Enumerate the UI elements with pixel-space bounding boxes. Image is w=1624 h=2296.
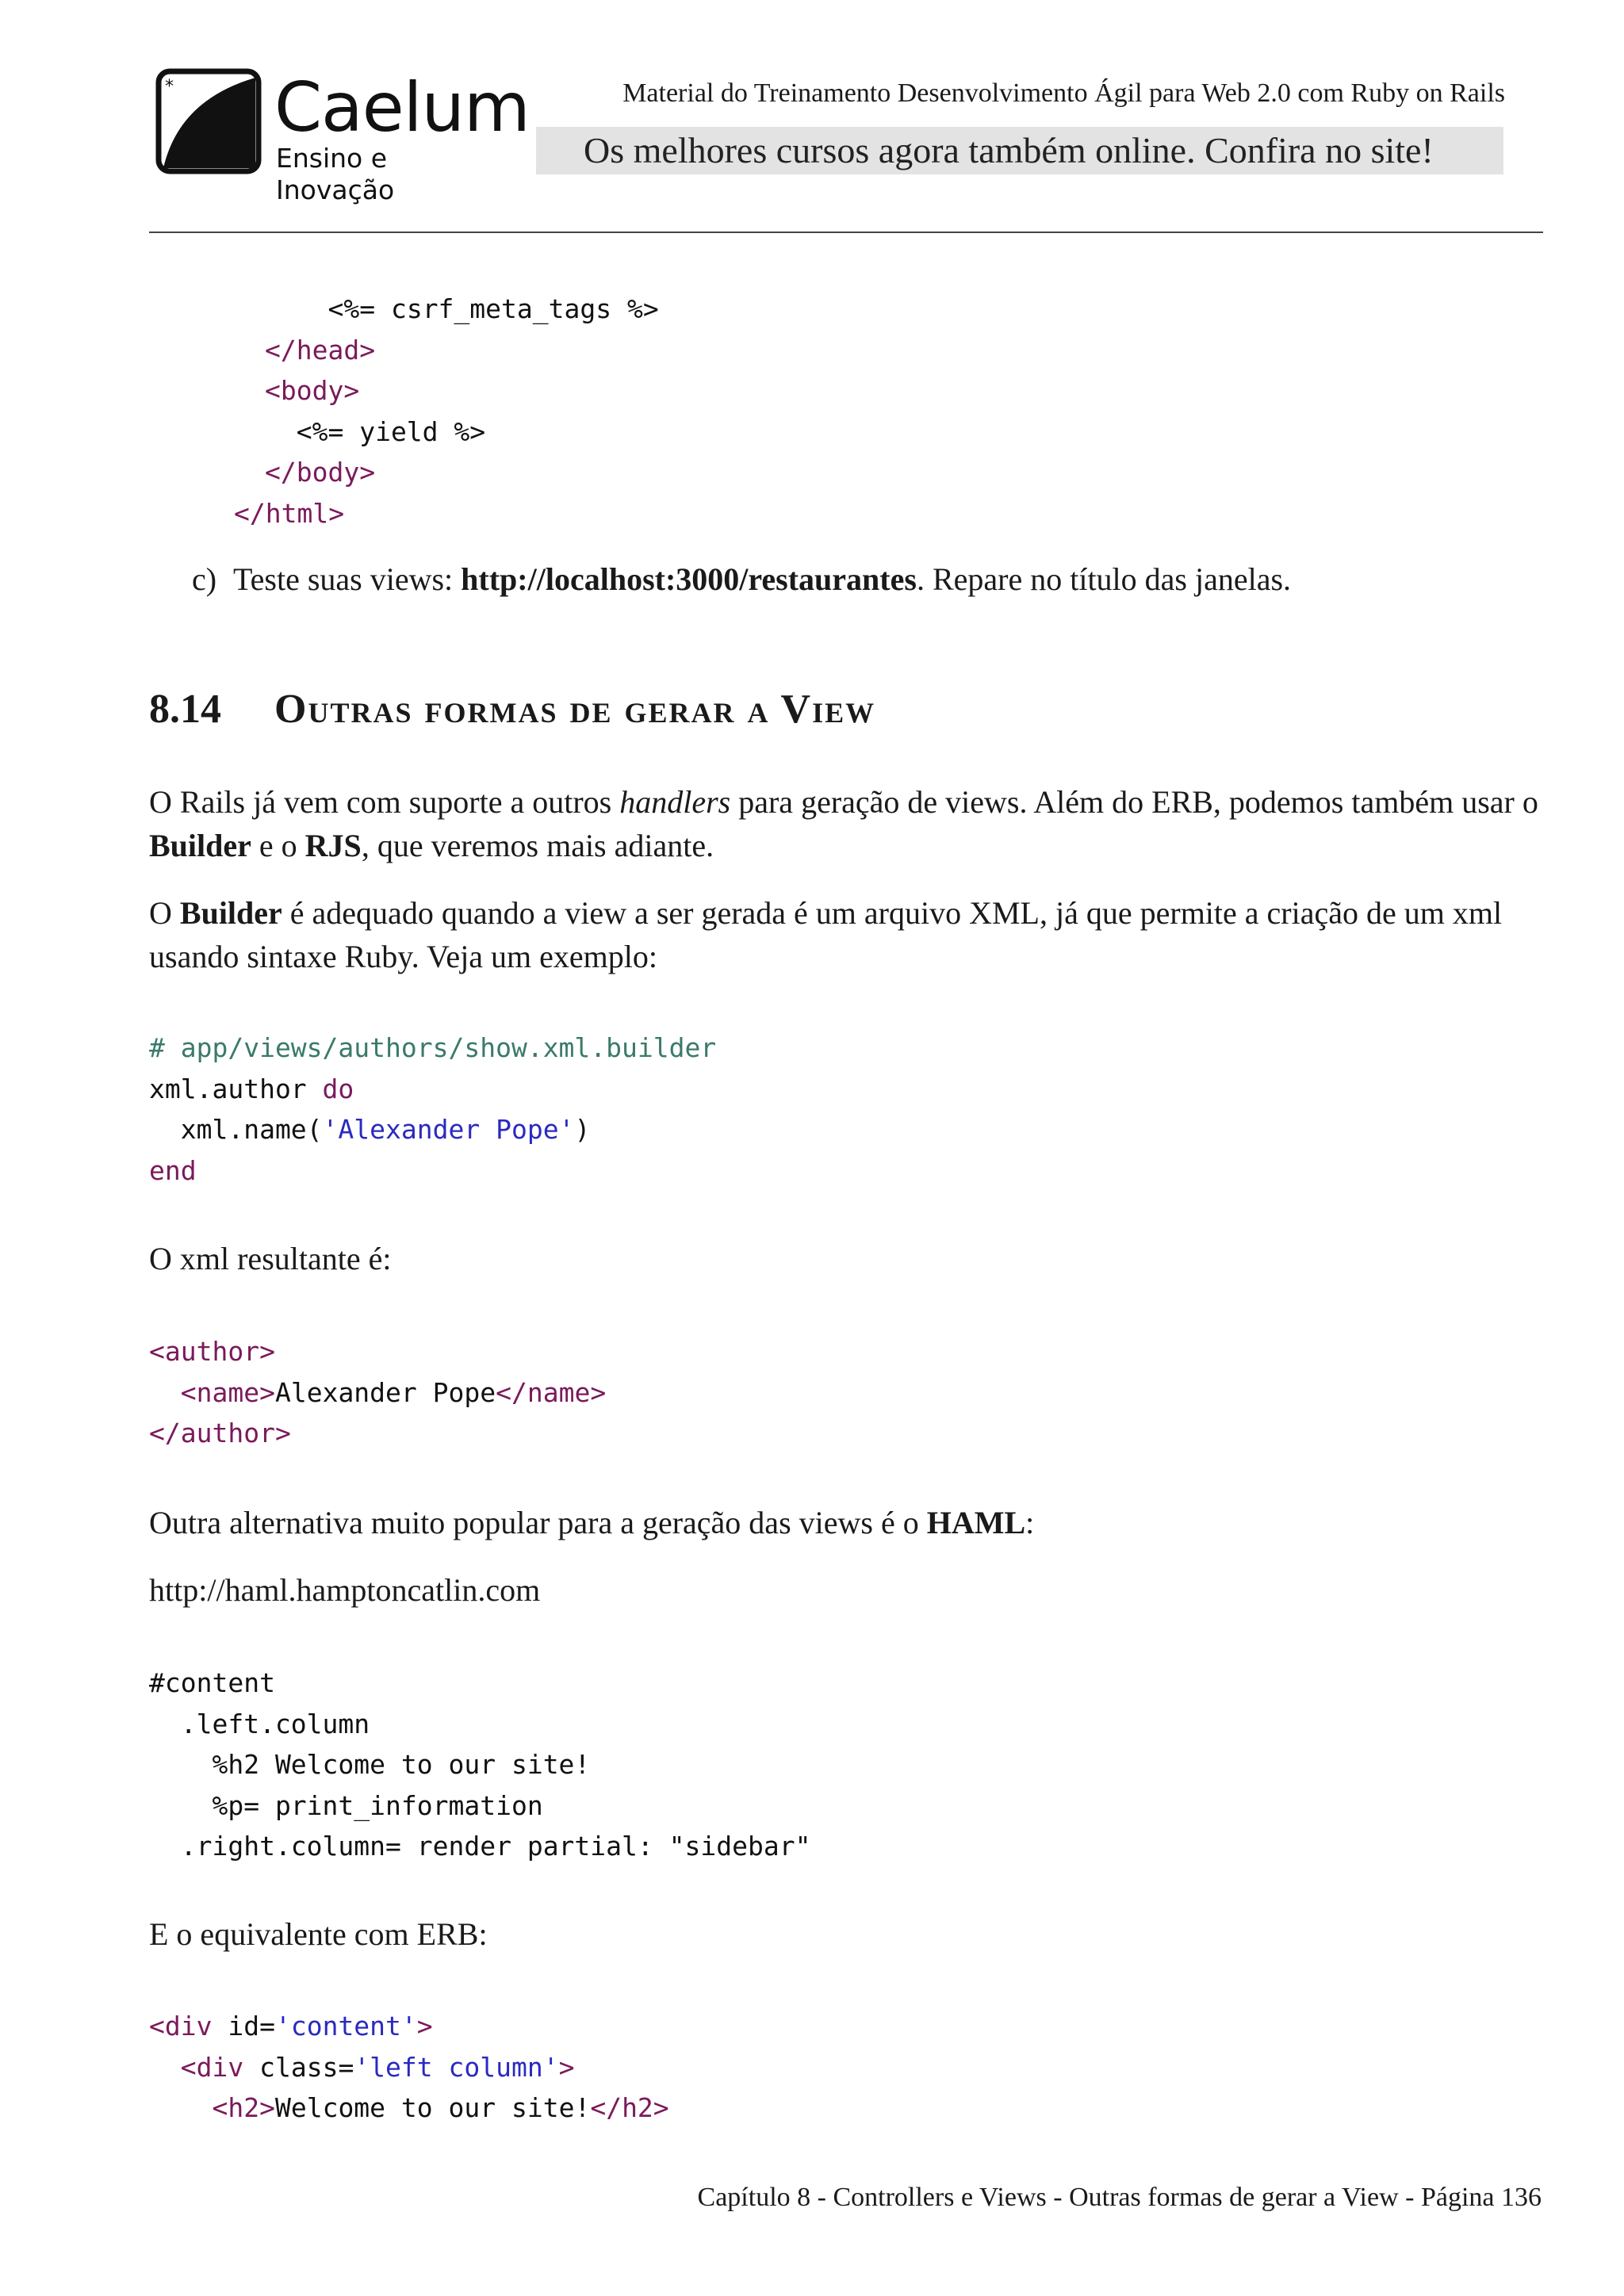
code-line: %p= print_information — [149, 1789, 543, 1821]
code-block-erb — [149, 2006, 669, 2129]
emphasis-handlers: handlers — [619, 784, 731, 820]
code-line: xml.name('Alexander Pope') — [149, 1114, 591, 1145]
code-block-builder — [149, 1027, 716, 1191]
exercise-step-c — [192, 557, 1588, 601]
paragraph-erb-equivalent: E o equivalente com ERB: — [149, 1916, 488, 1952]
code-line: </html> — [234, 497, 345, 529]
section-number: 8.14 — [149, 687, 221, 732]
term-rjs: RJS — [304, 828, 362, 863]
course-title: Material do Treinamento Desenvolvimento Ágil para Web 2.0 com Ruby on Rails — [622, 78, 1505, 108]
step-text: Teste suas views: — [233, 561, 462, 597]
step-url: http://localhost:3000/restaurantes — [461, 561, 917, 597]
haml-url: http://haml.hamptoncatlin.com — [149, 1572, 541, 1608]
code-line: .right.column= render partial: "sidebar" — [149, 1831, 811, 1862]
code-line: %h2 Welcome to our site! — [149, 1749, 591, 1780]
code-line: <div id='content'> — [149, 2011, 433, 2042]
step-label: c) — [192, 561, 217, 597]
caelum-logo-icon — [155, 68, 262, 174]
section-heading — [149, 682, 875, 737]
code-line: </body> — [265, 457, 376, 488]
code-line: xml.author do — [149, 1073, 354, 1104]
code-comment: # app/views/authors/show.xml.builder — [149, 1032, 717, 1063]
promo-text: Os melhores cursos agora também online. Confira no site! — [584, 130, 1434, 170]
code-line: <body> — [265, 375, 360, 406]
code-line: <div class='left column'> — [180, 2051, 575, 2083]
term-builder: Builder — [149, 828, 251, 863]
code-line: <%= csrf_meta_tags %> — [296, 293, 659, 324]
code-line: .left.column — [149, 1708, 370, 1739]
code-line: </author> — [149, 1418, 291, 1448]
code-line: <author> — [149, 1336, 275, 1367]
code-line: <name>Alexander Pope</name> — [180, 1376, 607, 1408]
logo-name: Caelum — [274, 68, 530, 147]
caelum-logo — [155, 68, 530, 205]
term-builder: Builder — [179, 895, 282, 931]
code-line: end — [149, 1154, 197, 1186]
code-line: <%= yield %> — [265, 415, 486, 447]
svg-text:*: * — [165, 77, 174, 97]
step-text-after: . Repare no título das janelas. — [916, 561, 1292, 597]
section-title: Outras formas de gerar a View — [274, 687, 876, 732]
page-footer: Capítulo 8 - Controllers e Views - Outras formas de gerar a View - Página 136 — [697, 2183, 1542, 2212]
code-line: </head> — [265, 334, 376, 365]
term-haml: HAML — [926, 1505, 1026, 1540]
paragraph-haml: Outra alternativa muito popular para a geração das views é o HAML: — [149, 1505, 1035, 1540]
code-line: #content — [149, 1667, 275, 1698]
paragraph-xml-result: O xml resultante é: — [149, 1241, 392, 1276]
header-divider — [149, 232, 1543, 233]
paragraph-handlers: O Rails já vem com suporte a outros handlers para geração de views. Além do ERB, podemos também usar o Builder e o RJS, que veremos mais adiante. — [149, 784, 1538, 863]
code-block-xml — [149, 1331, 606, 1454]
code-line: <h2>Welcome to our site!</h2> — [212, 2092, 669, 2123]
code-block-haml — [149, 1663, 810, 1867]
paragraph-builder: O Builder é adequado quando a view a ser gerada é um arquivo XML, já que permite a criação de um xml usando sintaxe Ruby. Veja um exemplo: — [149, 895, 1503, 974]
code-block-layout — [234, 289, 659, 534]
logo-tagline: Ensino e Inovação — [276, 143, 395, 205]
